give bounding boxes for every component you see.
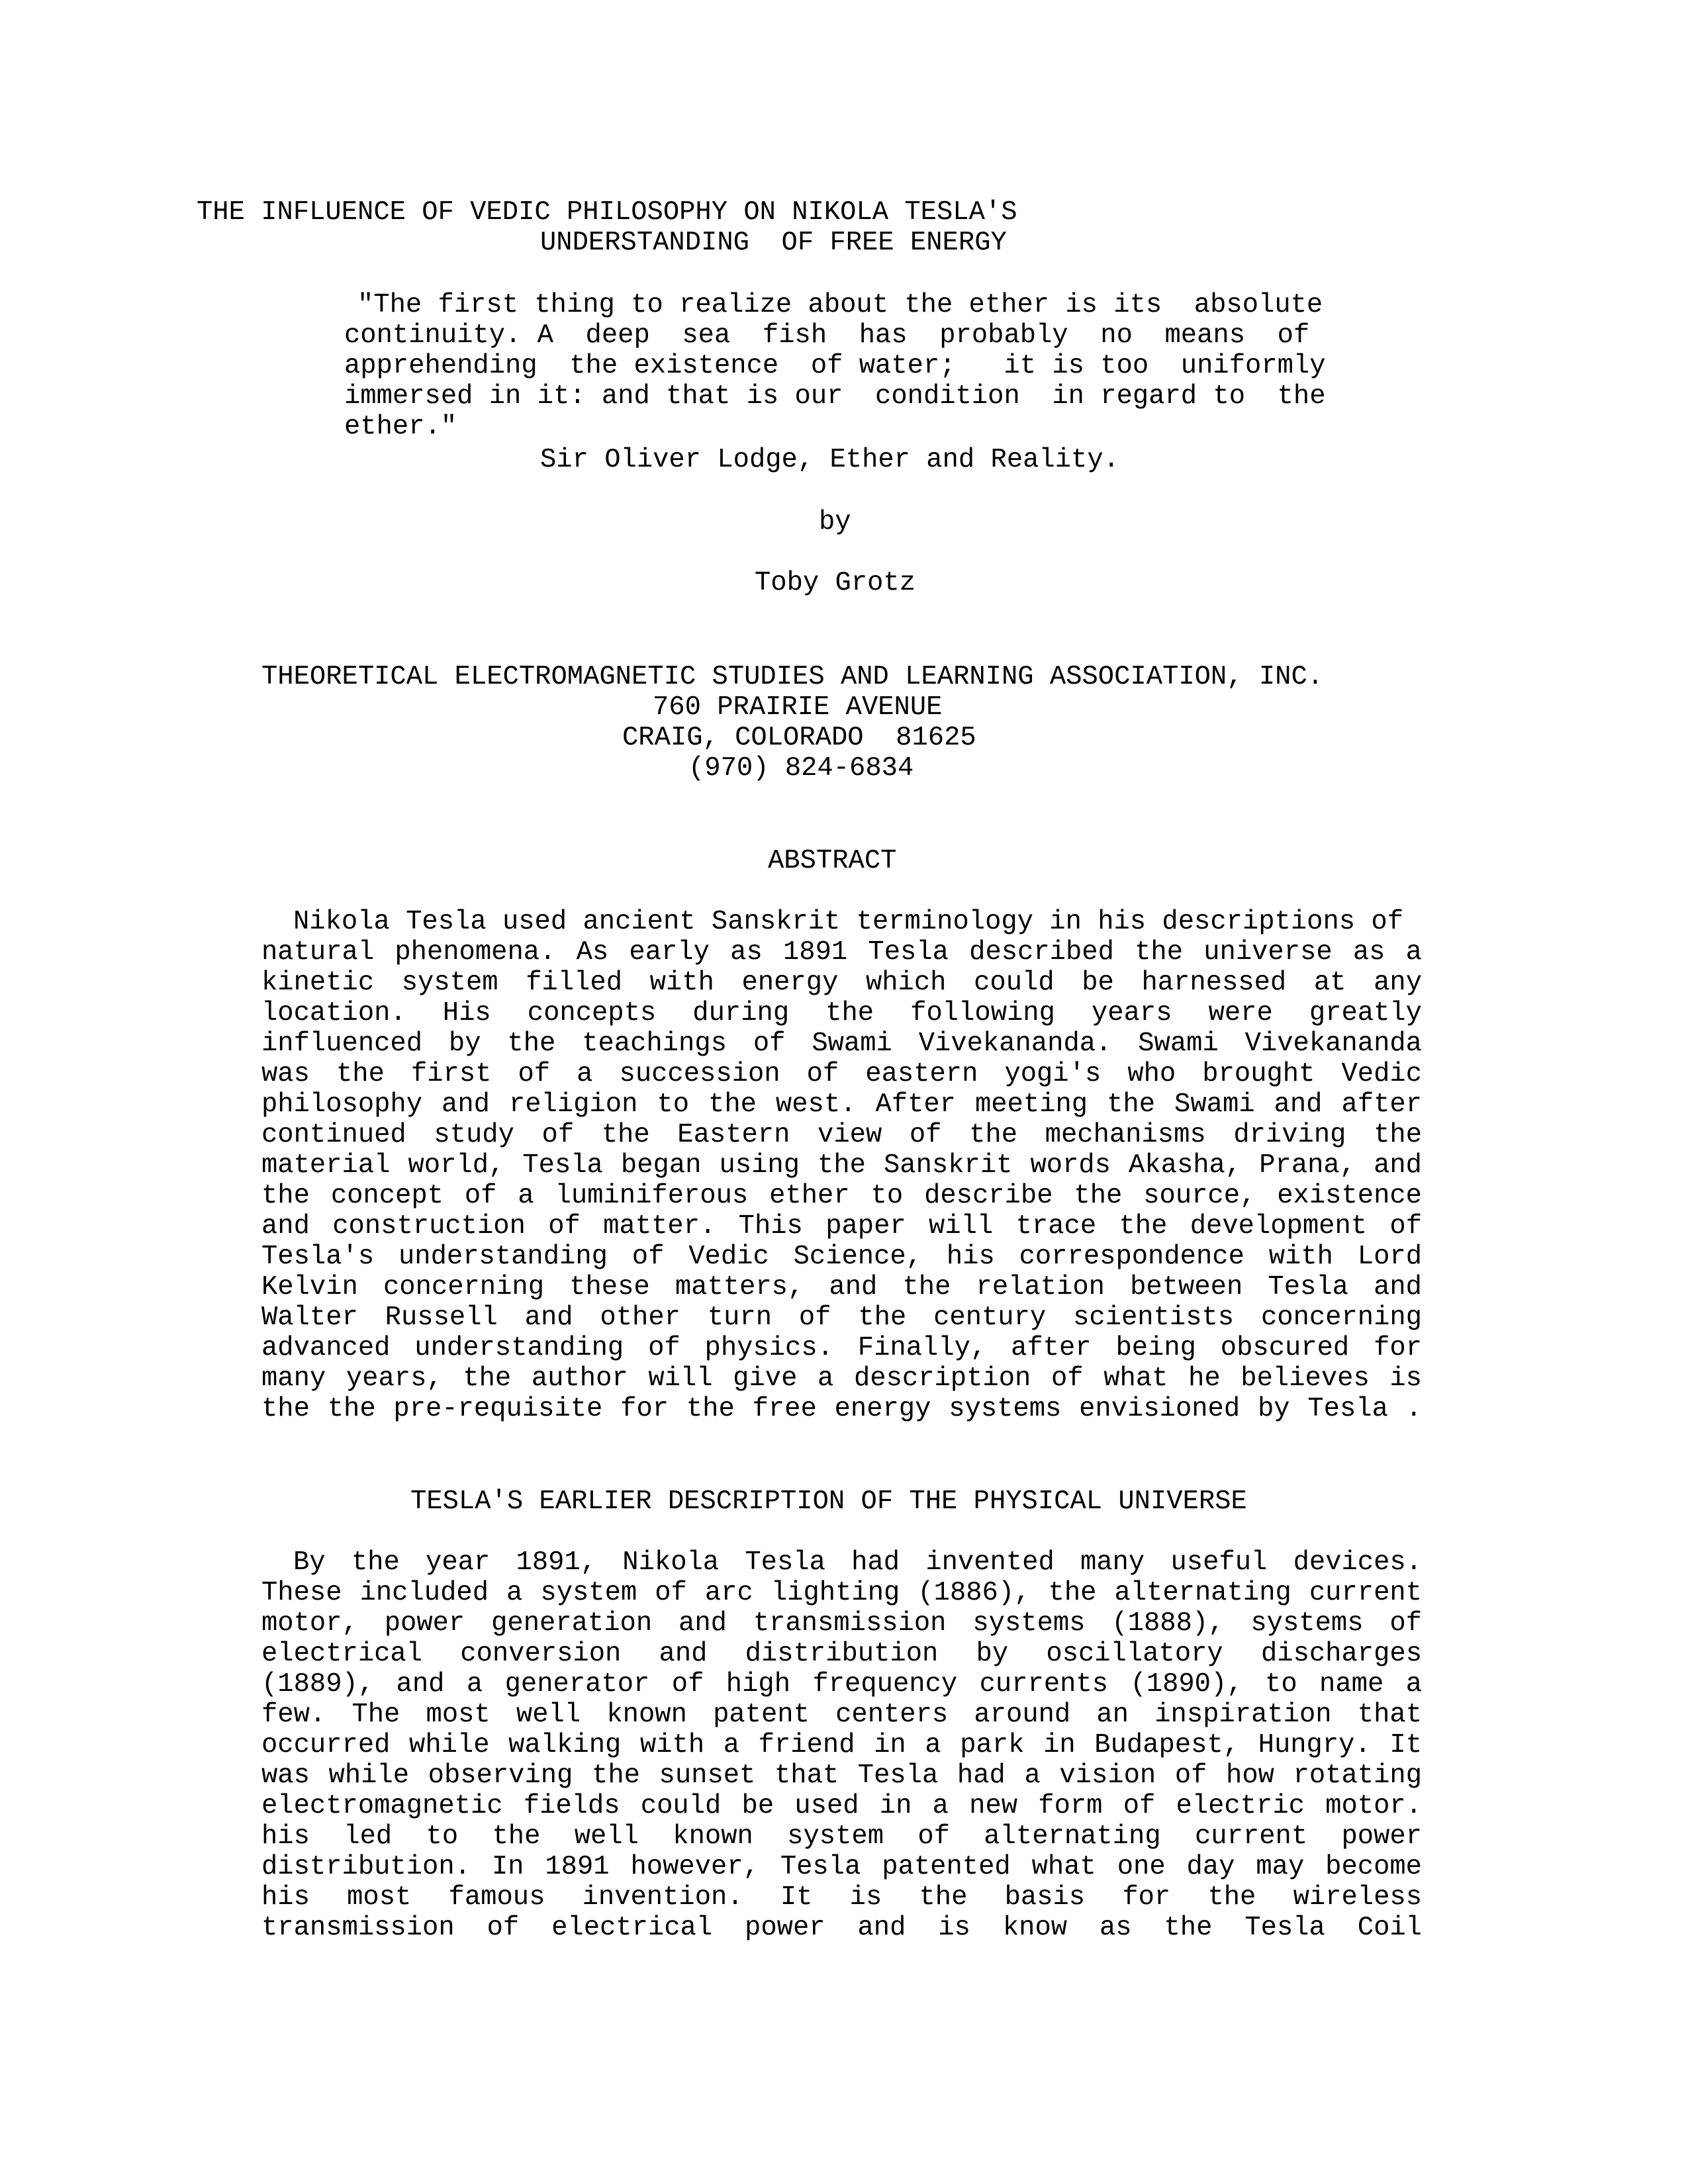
body-line: transmission of electrical power and is know as the Tesla Coil xyxy=(261,1913,1422,1943)
abstract-line: philosophy and religion to the west. After meeting the Swami and after xyxy=(261,1089,1422,1120)
affiliation-city: CRAIG, COLORADO 81625 xyxy=(622,723,976,753)
epigraph-line: "The first thing to realize about the ether is its absolute xyxy=(357,290,1323,320)
abstract-line: the concept of a luminiferous ether to describe the source, existence xyxy=(261,1181,1422,1211)
abstract-line: Kelvin concerning these matters, and the relation between Tesla and xyxy=(261,1272,1422,1302)
abstract-line: Tesla's understanding of Vedic Science, his correspondence with Lord xyxy=(261,1242,1422,1272)
body-line: was while observing the sunset that Tesla had a vision of how rotating xyxy=(261,1760,1422,1791)
paper-title-line-1: THE INFLUENCE OF VEDIC PHILOSOPHY ON NIKOLA TESLA'S xyxy=(197,197,1017,228)
body-line: (1889), and a generator of high frequency currents (1890), to name a xyxy=(261,1669,1422,1700)
abstract-line: natural phenomena. As early as 1891 Tesla described the universe as a xyxy=(261,937,1422,968)
epigraph-attribution: Sir Oliver Lodge, Ether and Reality. xyxy=(540,445,1119,475)
body-line: few. The most well known patent centers around an inspiration that xyxy=(261,1700,1422,1730)
abstract-line: and construction of matter. This paper will trace the development of xyxy=(261,1211,1422,1242)
abstract-line: kinetic system filled with energy which could be harnessed at any xyxy=(261,968,1422,998)
section-heading: TESLA'S EARLIER DESCRIPTION OF THE PHYSICAL UNIVERSE xyxy=(410,1486,1247,1517)
body-line: By the year 1891, Nikola Tesla had invented many useful devices. xyxy=(293,1547,1422,1578)
body-line: electromagnetic fields could be used in a new form of electric motor. xyxy=(261,1791,1422,1821)
paper-title-line-2: UNDERSTANDING OF FREE ENERGY xyxy=(540,228,1007,258)
affiliation-phone: (970) 824-6834 xyxy=(688,753,914,784)
affiliation-street: 760 PRAIRIE AVENUE xyxy=(653,692,943,723)
abstract-line: continued study of the Eastern view of the mechanisms driving the xyxy=(261,1120,1422,1150)
abstract-line: the the pre-requisite for the free energy systems envisioned by Tesla . xyxy=(261,1394,1422,1424)
abstract-line: advanced understanding of physics. Finally, after being obscured for xyxy=(261,1333,1422,1363)
epigraph-line: immersed in it: and that is our condition in regard to the xyxy=(344,381,1326,412)
epigraph-line: ether." xyxy=(344,412,457,442)
epigraph-line: apprehending the existence of water; it is too uniformly xyxy=(344,351,1326,381)
body-line: his most famous invention. It is the basis for the wireless xyxy=(261,1882,1422,1913)
abstract-line: Nikola Tesla used ancient Sanskrit terminology in his descriptions of xyxy=(293,907,1403,937)
body-line: occurred while walking with a friend in a park in Budapest, Hungry. It xyxy=(261,1730,1422,1760)
body-line: distribution. In 1891 however, Tesla patented what one day may become xyxy=(261,1852,1422,1882)
abstract-heading: ABSTRACT xyxy=(768,846,897,876)
abstract-line: many years, the author will give a description of what he believes is xyxy=(261,1363,1422,1394)
body-line: These included a system of arc lighting (1886), the alternating current xyxy=(261,1578,1422,1608)
affiliation-org: THEORETICAL ELECTROMAGNETIC STUDIES AND LEARNING ASSOCIATION, INC. xyxy=(261,662,1324,692)
author-name: Toby Grotz xyxy=(755,568,916,598)
byline-by: by xyxy=(819,507,851,537)
abstract-line: influenced by the teachings of Swami Vivekananda. Swami Vivekananda xyxy=(261,1028,1422,1059)
body-line: electrical conversion and distribution by oscillatory discharges xyxy=(261,1639,1422,1669)
abstract-line: location. His concepts during the following years were greatly xyxy=(261,998,1422,1028)
abstract-line: Walter Russell and other turn of the century scientists concerning xyxy=(261,1302,1422,1333)
body-line: his led to the well known system of alternating current power xyxy=(261,1821,1422,1852)
abstract-line: material world, Tesla began using the Sanskrit words Akasha, Prana, and xyxy=(261,1150,1422,1181)
epigraph-line: continuity. A deep sea fish has probably no means of xyxy=(344,320,1310,351)
abstract-line: was the first of a succession of eastern yogi's who brought Vedic xyxy=(261,1059,1422,1089)
body-line: motor, power generation and transmission systems (1888), systems of xyxy=(261,1608,1422,1639)
